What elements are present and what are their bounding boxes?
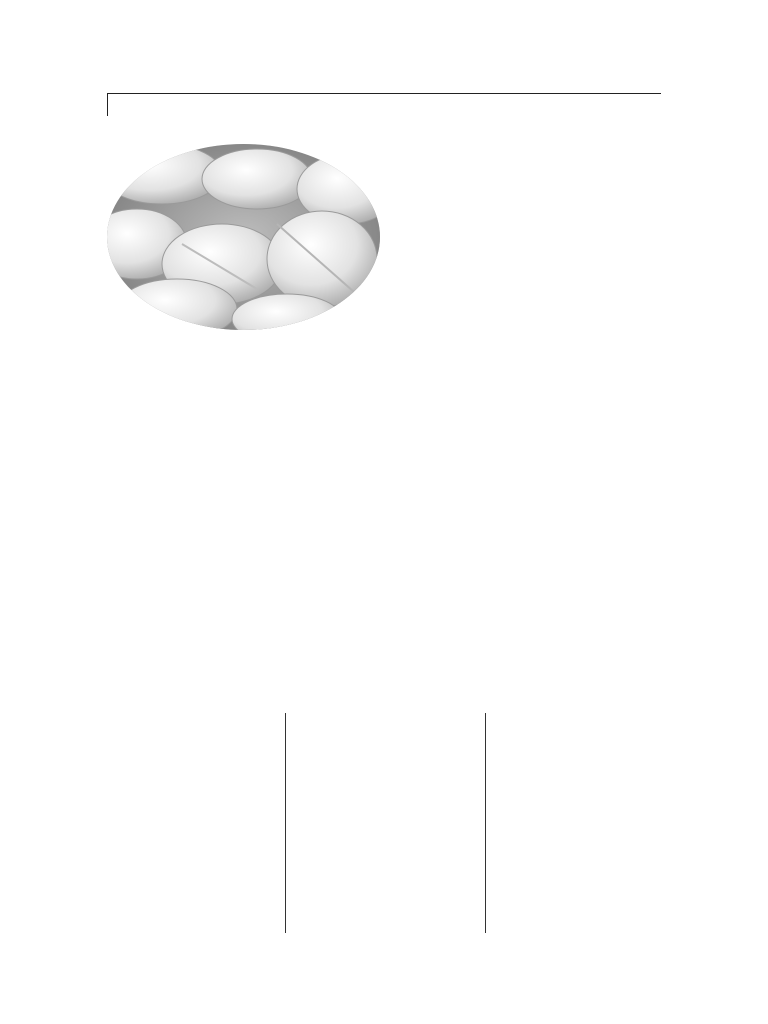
header-rule: [107, 93, 661, 116]
column-divider: [485, 713, 486, 933]
column-divider: [285, 713, 286, 933]
aspirin-pills-image: [107, 144, 380, 330]
